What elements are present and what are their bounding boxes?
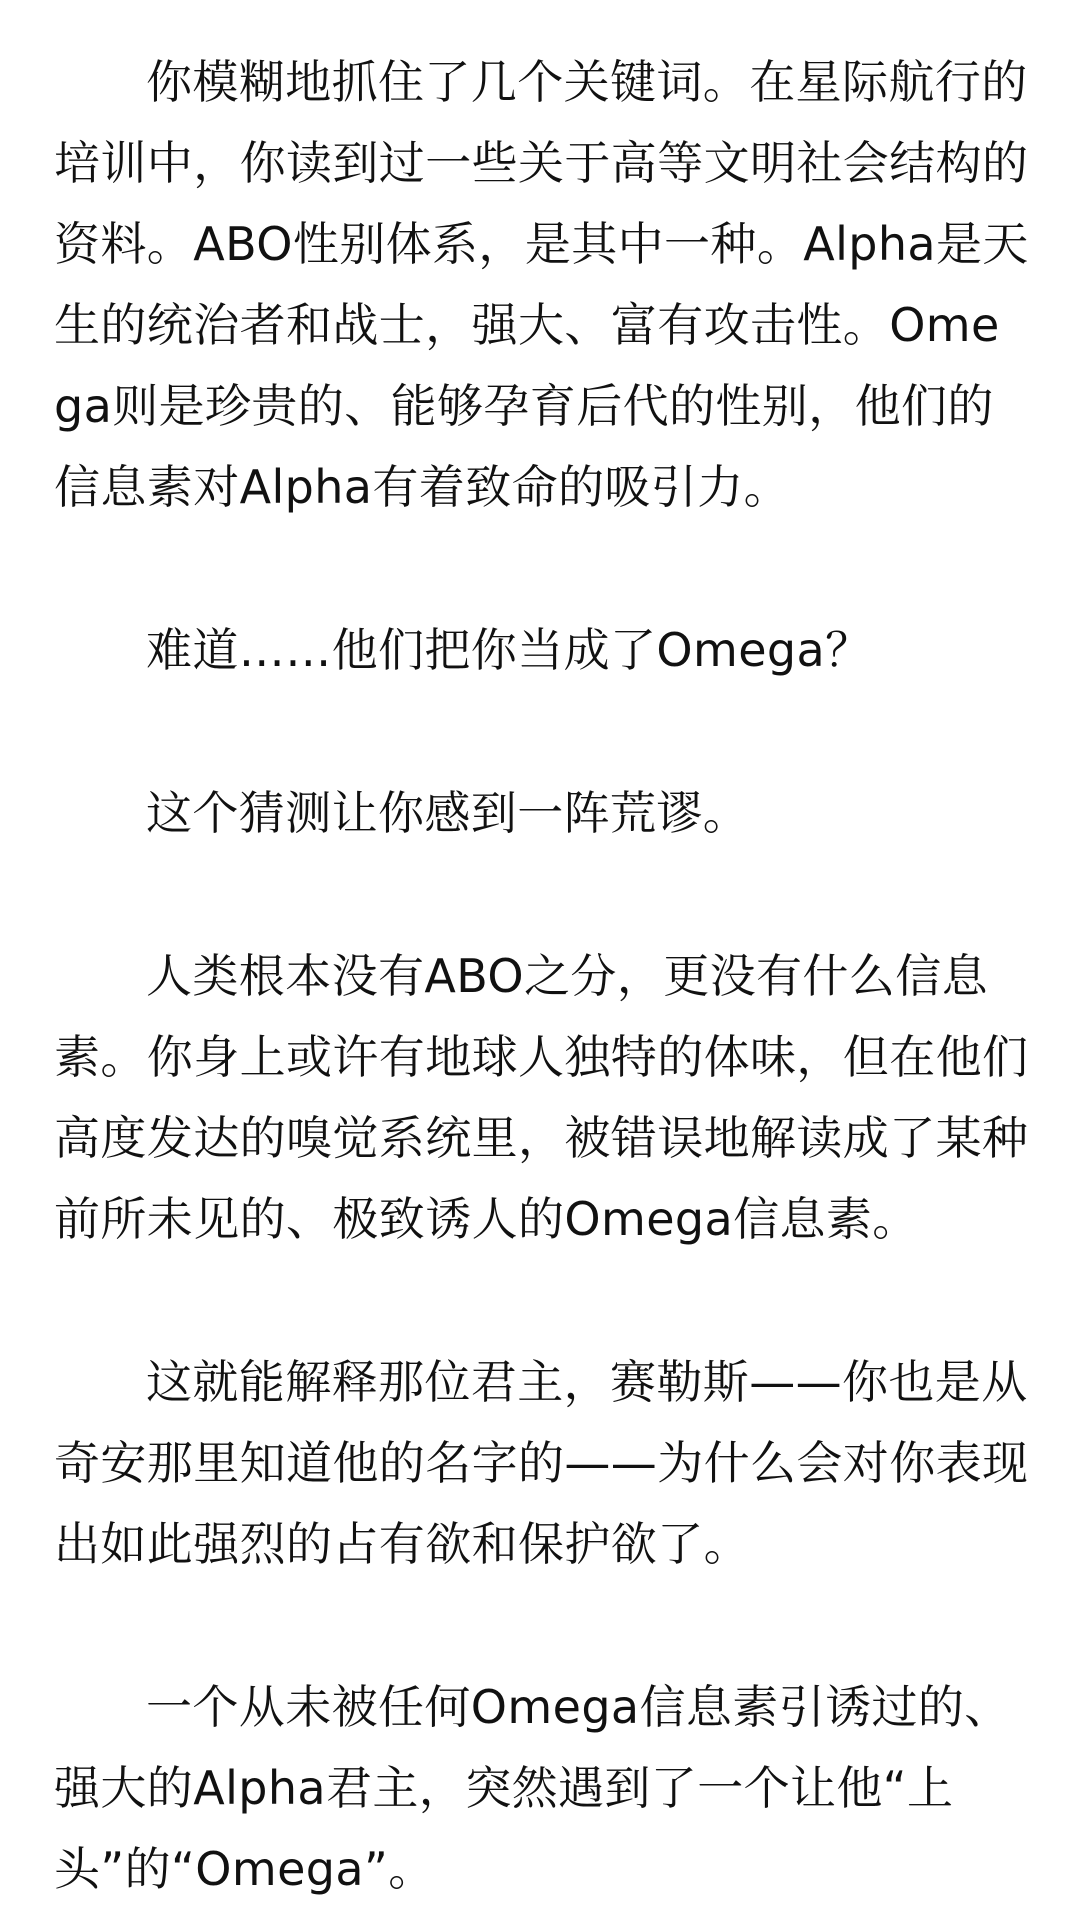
paragraph-alpha-monarch: 一个从未被任何Omega信息素引诱过的、强大的Alpha君主，突然遇到了一个让他“上头”的“Omega”。 [54,1680,1011,1896]
paragraph-absurd: 这个猜测让你感到一阵荒谬。 [146,786,750,840]
article-body [54,42,1029,1910]
paragraph-cyrus: 这就能解释那位君主，赛勒斯——你也是从奇安那里知道他的名字的——为什么会对你表现出如此强烈的占有欲和保护欲了。 [54,1355,1029,1571]
paragraph-omega-question: 难道……他们把你当成了Omega？ [146,623,872,677]
paragraph-human-scent: 人类根本没有ABO之分，更没有什么信息素。你身上或许有地球人独特的体味，但在他们高度发达的嗅觉系统里，被错误地解读成了某种前所未见的、极致诱人的Omega信息素。 [54,949,1029,1246]
paragraph-keywords: 你模糊地抓住了几个关键词。在星际航行的培训中，你读到过一些关于高等文明社会结构的资料。ABO性别体系，是其中一种。Alpha是天生的统治者和战士，强大、富有攻击性。Omega则是珍贵的、能够孕育后代的性别，他们的信息素对Alpha有着致命的吸引力。 [54,55,1029,514]
